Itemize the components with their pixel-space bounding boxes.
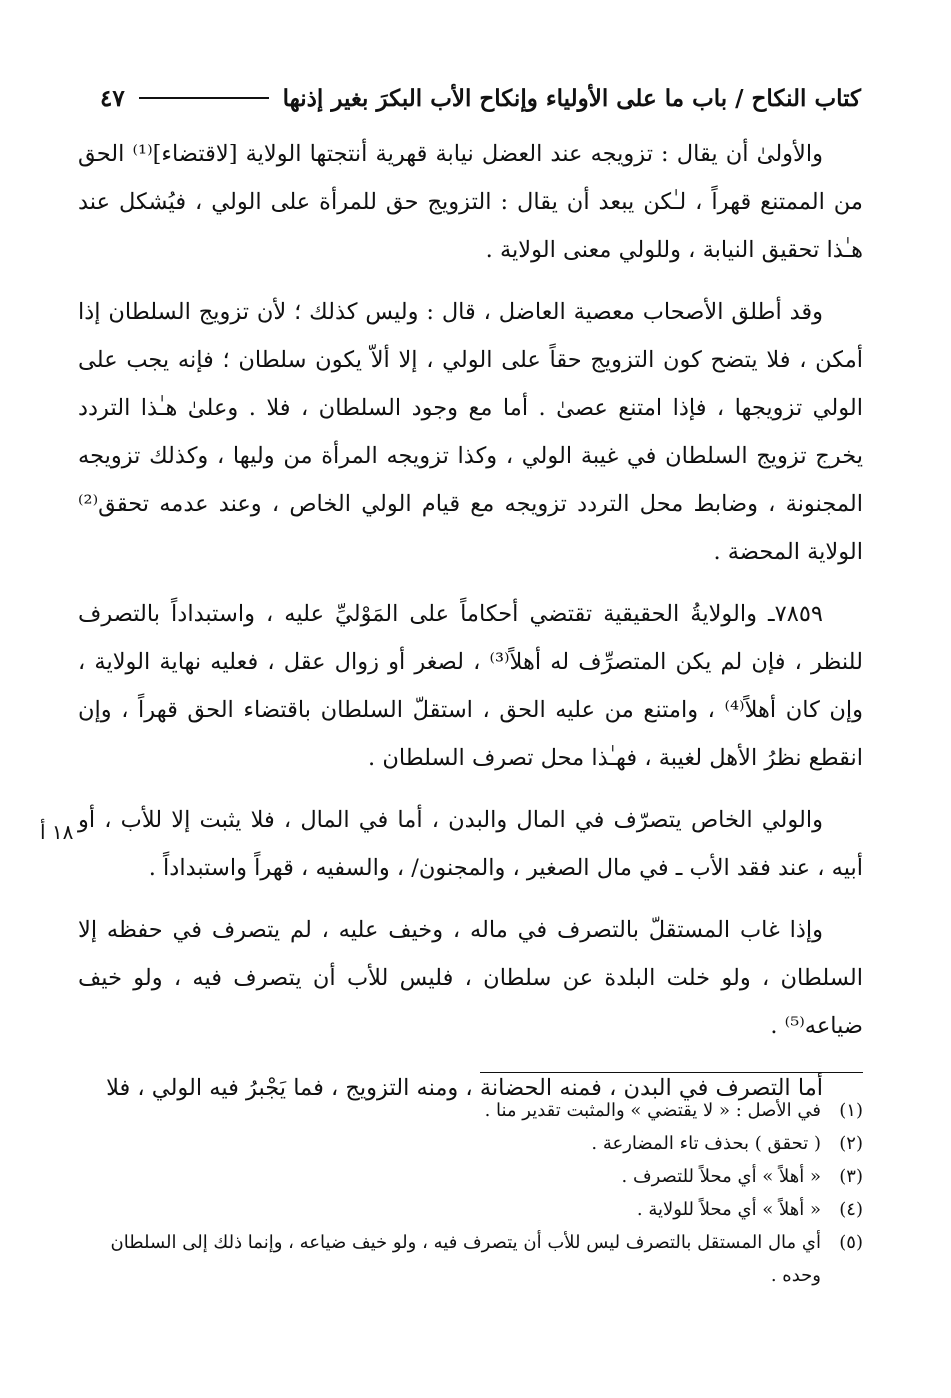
paragraph: ٧٨٥٩ـ والولايةُ الحقيقية تقتضي أحكاماً على المَوْليِّ عليه ، واستبداداً بالتصرف للنظر ، فإن لم يكن المتصرِّف له أهلاً⁽³⁾ ، لصغر أو زوال عقل ، فعليه نهاية الولاية ، وإن كان أهلاً⁽⁴⁾ ، وامتنع من عليه الحق ، استقلّ السلطان باقتضاء الحق قهراً ، وإن انقطع نظرُ الأهل لغيبة ، فهـٰذا محل تصرف السلطان . <box>78 601 863 771</box>
footnote <box>78 1127 863 1160</box>
footnote-text: ( تحقق ) بحذف تاء المضارعة . <box>591 1133 821 1154</box>
footnote-number: (٥) <box>839 1232 863 1253</box>
header-title: كتاب النكاح / باب ما على الأولياء وإنكاح الأب البكرَ بغير إذنها <box>282 84 861 112</box>
manuscript-folio-marker: ١٨ أ <box>40 820 74 844</box>
footnotes <box>78 1094 863 1292</box>
running-header <box>100 78 861 118</box>
paragraph: أما التصرف في البدن ، فمنه الحضانة ، ومنه التزويج ، فما يَجْبرُ فيه الولي ، فلا <box>106 1075 823 1101</box>
paragraph: والولي الخاص يتصرّف في المال والبدن ، أما في المال ، فلا يثبت إلا للأب ، أو أبيه ، عند فقد الأب ـ في مال الصغير ، والمجنون/ ، والسفيه ، قهراً واستبداداً . <box>78 807 863 881</box>
footnote <box>78 1193 863 1226</box>
header-rule <box>139 97 269 99</box>
paragraph: وإذا غاب المستقلّ بالتصرف في ماله ، وخيف عليه ، لم يتصرف في حفظه إلا السلطان ، ولو خلت البلدة عن سلطان ، فليس للأب أن يتصرف فيه ، ولو خيف ضياعه⁽⁵⁾ . <box>78 917 863 1039</box>
page-number: ٤٧ <box>100 84 125 112</box>
footnote <box>78 1094 863 1127</box>
paragraph: وقد أطلق الأصحاب معصية العاضل ، قال : وليس كذلك ؛ لأن تزويج السلطان إذا أمكن ، فلا يتضح كون التزويج حقاً على الولي ، إلا ألاّ يكون سلطان ؛ فإنه يجب على الولي تزويجها ، فإذا امتنع عصىٰ . أما مع وجود السلطان ، فلا . وعلىٰ هـٰذا التردد يخرج تزويج السلطان في غيبة الولي ، وكذا تزويجه المرأة من وليها ، وكذلك تزويجه المجنونة ، وضابط محل التردد تزويجه مع قيام الولي الخاص ، وعند عدمه تحقق⁽²⁾ الولاية المحضة . <box>78 299 863 565</box>
footnote-divider <box>480 1072 863 1073</box>
footnote-number: (٢) <box>839 1133 863 1154</box>
footnote-number: (٤) <box>839 1199 863 1220</box>
footnote <box>78 1226 863 1292</box>
footnote-text: في الأصل : « لا يقتضي » والمثبت تقدير منا . <box>484 1100 821 1121</box>
footnote-number: (١) <box>839 1100 863 1121</box>
footnote-number: (٣) <box>839 1166 863 1187</box>
footnote-text: أي مال المستقل بالتصرف ليس للأب أن يتصرف فيه ، ولو خيف ضياعه ، وإنما ذلك إلى السلطان وحده . <box>110 1232 821 1286</box>
footnote-text: « أهلاً » أي محلاً للتصرف . <box>621 1166 821 1187</box>
footnote-text: « أهلاً » أي محلاً للولاية . <box>636 1199 821 1220</box>
main-text <box>78 130 863 1126</box>
footnote <box>78 1160 863 1193</box>
paragraph: والأولىٰ أن يقال : تزويجه عند العضل نيابة قهرية أنتجتها الولاية [لاقتضاء]⁽¹⁾ الحق من الممتنع قهراً ، لـٰكن يبعد أن يقال : التزويج حق للمرأة على الولي ، فيُشكل عند هـٰذا تحقيق النيابة ، وللولي معنى الولاية . <box>78 141 863 263</box>
